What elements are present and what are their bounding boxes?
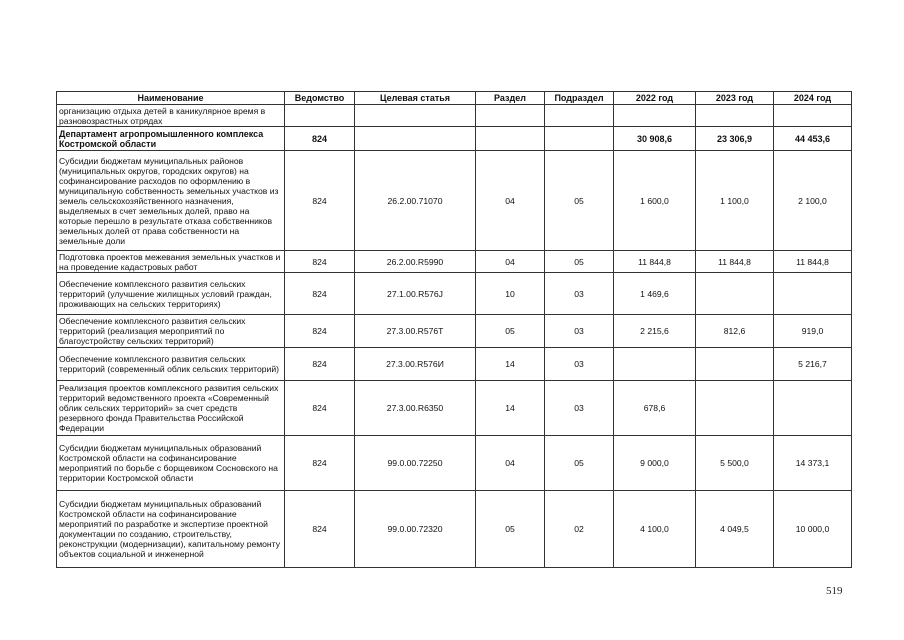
row-subsection: 03 <box>545 273 614 315</box>
row-article: 27.3.00.R576T <box>355 315 476 348</box>
row-name: организацию отдыха детей в каникулярное время в разновозрастных отрядах <box>57 105 285 127</box>
row-2024: 10 000,0 <box>774 491 852 568</box>
row-department: 824 <box>285 348 355 381</box>
row-subsection: 03 <box>545 315 614 348</box>
row-section: 04 <box>476 251 545 273</box>
row-2022: 2 215,6 <box>614 315 696 348</box>
row-name: Субсидии бюджетам муниципальных образований Костромской области на софинансирование мероприятий по борьбе с борщевиком Сосновского на территории Костромской области <box>57 436 285 491</box>
row-article: 99.0.00.72250 <box>355 436 476 491</box>
row-2023 <box>696 348 774 381</box>
row-2022: 1 469,6 <box>614 273 696 315</box>
row-subsection: 02 <box>545 491 614 568</box>
table-row <box>57 348 852 381</box>
row-department: 824 <box>285 436 355 491</box>
table-row <box>57 436 852 491</box>
row-subsection <box>545 127 614 151</box>
row-2023 <box>696 273 774 315</box>
row-article: 27.3.00.R6350 <box>355 381 476 436</box>
row-subsection: 05 <box>545 251 614 273</box>
header-section: Раздел <box>476 92 545 105</box>
table-row <box>57 105 852 127</box>
row-name: Департамент агропромышленного комплекса Костромской области <box>57 127 285 151</box>
row-2024 <box>774 105 852 127</box>
row-section: 10 <box>476 273 545 315</box>
row-department: 824 <box>285 273 355 315</box>
row-2023 <box>696 381 774 436</box>
row-2023: 11 844,8 <box>696 251 774 273</box>
row-2023 <box>696 105 774 127</box>
row-subsection <box>545 105 614 127</box>
header-target-article: Целевая статья <box>355 92 476 105</box>
table-row <box>57 491 852 568</box>
row-department: 824 <box>285 251 355 273</box>
row-2024: 2 100,0 <box>774 151 852 251</box>
header-2024: 2024 год <box>774 92 852 105</box>
row-2022: 4 100,0 <box>614 491 696 568</box>
row-department <box>285 105 355 127</box>
row-name: Субсидии бюджетам муниципальных районов (муниципальных округов, городских округов) на софинансирование расходов по оформлению в муниципальную собственность земельных участков из земель сельскохозяйственного назначения, выделяемых в счет земельных долей, право на которые перешло в результате отказа собственников земельных долей от права собственности на земельные доли <box>57 151 285 251</box>
header-2022: 2022 год <box>614 92 696 105</box>
row-2024: 11 844,8 <box>774 251 852 273</box>
row-name: Обеспечение комплексного развития сельских территорий (современный облик сельских территорий) <box>57 348 285 381</box>
row-2023: 4 049,5 <box>696 491 774 568</box>
row-2022 <box>614 348 696 381</box>
row-2023: 1 100,0 <box>696 151 774 251</box>
row-subsection: 05 <box>545 151 614 251</box>
page-number: 519 <box>826 585 843 597</box>
row-2024: 44 453,6 <box>774 127 852 151</box>
row-department: 824 <box>285 491 355 568</box>
row-2024: 919,0 <box>774 315 852 348</box>
row-name: Обеспечение комплексного развития сельских территорий (улучшение жилищных условий граждан, проживающих на сельских территориях) <box>57 273 285 315</box>
row-name: Реализация проектов комплексного развития сельских территорий ведомственного проекта «Современный облик сельских территорий» за счет средств резервного фонда Правительства Российской Федерации <box>57 381 285 436</box>
row-article: 26.2.00.R5990 <box>355 251 476 273</box>
table-row <box>57 151 852 251</box>
row-section: 05 <box>476 315 545 348</box>
row-section: 14 <box>476 348 545 381</box>
row-2022: 1 600,0 <box>614 151 696 251</box>
row-section: 14 <box>476 381 545 436</box>
row-2023: 23 306,9 <box>696 127 774 151</box>
row-name: Обеспечение комплексного развития сельских территорий (реализация мероприятий по благоустройству сельских территорий) <box>57 315 285 348</box>
row-2024: 14 373,1 <box>774 436 852 491</box>
row-subsection: 03 <box>545 381 614 436</box>
row-section <box>476 127 545 151</box>
budget-table <box>56 91 852 568</box>
row-article: 26.2.00.71070 <box>355 151 476 251</box>
header-subsection: Подраздел <box>545 92 614 105</box>
row-2022: 9 000,0 <box>614 436 696 491</box>
row-section <box>476 105 545 127</box>
header-department: Ведомство <box>285 92 355 105</box>
row-subsection: 05 <box>545 436 614 491</box>
row-name: Подготовка проектов межевания земельных участков и на проведение кадастровых работ <box>57 251 285 273</box>
row-2024 <box>774 273 852 315</box>
row-2023: 812,6 <box>696 315 774 348</box>
row-article: 27.1.00.R576J <box>355 273 476 315</box>
table-row <box>57 273 852 315</box>
table-row <box>57 315 852 348</box>
row-article: 99.0.00.72320 <box>355 491 476 568</box>
row-2022: 11 844,8 <box>614 251 696 273</box>
table-row <box>57 251 852 273</box>
header-name: Наименование <box>57 92 285 105</box>
row-department: 824 <box>285 127 355 151</box>
row-subsection: 03 <box>545 348 614 381</box>
table-row <box>57 381 852 436</box>
table-row-department <box>57 127 852 151</box>
header-2023: 2023 год <box>696 92 774 105</box>
row-article <box>355 127 476 151</box>
row-section: 04 <box>476 436 545 491</box>
row-section: 05 <box>476 491 545 568</box>
row-department: 824 <box>285 151 355 251</box>
row-article: 27.3.00.R576И <box>355 348 476 381</box>
row-2024: 5 216,7 <box>774 348 852 381</box>
row-2023: 5 500,0 <box>696 436 774 491</box>
row-name: Субсидии бюджетам муниципальных образований Костромской области на софинансирование мероприятий по разработке и экспертизе проектной документации по созданию, строительству, реконструкции (модернизации), капитальному ремонту объектов социальной и инженерной <box>57 491 285 568</box>
row-department: 824 <box>285 381 355 436</box>
row-article <box>355 105 476 127</box>
table-header-row <box>57 92 852 105</box>
row-2022: 678,6 <box>614 381 696 436</box>
row-2024 <box>774 381 852 436</box>
row-2022 <box>614 105 696 127</box>
row-department: 824 <box>285 315 355 348</box>
row-section: 04 <box>476 151 545 251</box>
row-2022: 30 908,6 <box>614 127 696 151</box>
